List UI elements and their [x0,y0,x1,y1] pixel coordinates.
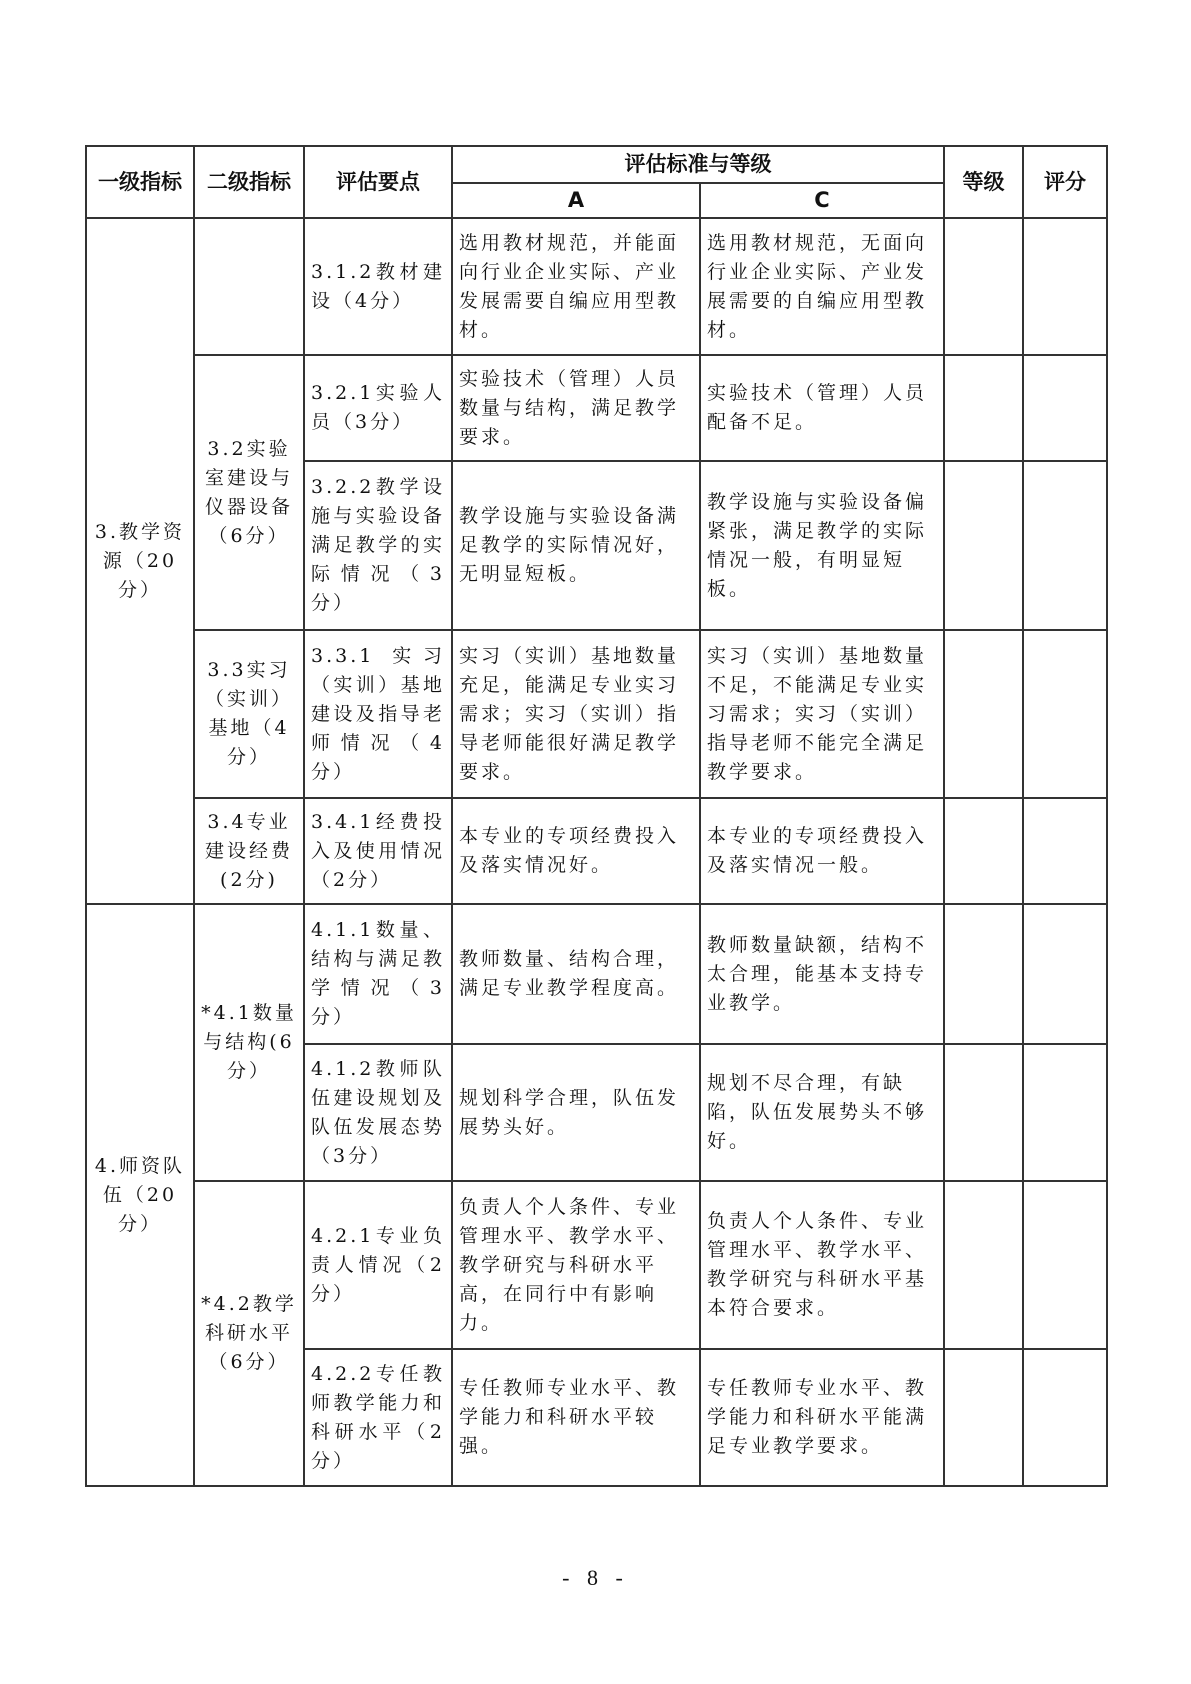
table-row [86,218,1107,355]
grade-input-cell[interactable] [944,1044,1023,1181]
table-row [86,798,1107,904]
level2-cell: 3.3实习（实训）基地（4分） [194,630,304,798]
grade-c-cell: 专任教师专业水平、教学能力和科研水平能满足专业教学要求。 [700,1349,944,1486]
point-cell: 4.2.1专业负责人情况（2分） [304,1181,452,1349]
level2-cell: *4.1数量与结构(6分） [194,904,304,1181]
score-input-cell[interactable] [1023,1349,1107,1486]
grade-a-cell: 负责人个人条件、专业管理水平、教学水平、教学研究与科研水平高，在同行中有影响力。 [452,1181,700,1349]
point-cell: 4.1.1数量、结构与满足教学情况（3分） [304,904,452,1044]
grade-c-cell: 本专业的专项经费投入及落实情况一般。 [700,798,944,904]
score-input-cell[interactable] [1023,218,1107,355]
grade-input-cell[interactable] [944,904,1023,1044]
grade-input-cell[interactable] [944,461,1023,630]
score-input-cell[interactable] [1023,798,1107,904]
page-number: - 8 - [562,1565,629,1590]
grade-c-cell: 教学设施与实验设备偏紧张，满足教学的实际情况一般，有明显短板。 [700,461,944,630]
level1-cell: 4.师资队伍（20分） [86,904,194,1486]
level2-cell [194,218,304,355]
grade-a-cell: 专任教师专业水平、教学能力和科研水平较强。 [452,1349,700,1486]
header-grade-c: C [700,183,944,218]
grade-c-cell: 实验技术（管理）人员配备不足。 [700,355,944,461]
grade-a-cell: 规划科学合理，队伍发展势头好。 [452,1044,700,1181]
score-input-cell[interactable] [1023,355,1107,461]
point-cell: 3.4.1经费投入及使用情况（2分） [304,798,452,904]
grade-c-cell: 教师数量缺额，结构不太合理，能基本支持专业教学。 [700,904,944,1044]
point-cell: 3.3.1 实习（实训）基地建设及指导老师情况（4分） [304,630,452,798]
grade-a-cell: 选用教材规范，并能面向行业企业实际、产业发展需要自编应用型教材。 [452,218,700,355]
level2-cell: 3.2实验室建设与仪器设备（6分） [194,355,304,630]
grade-input-cell[interactable] [944,218,1023,355]
grade-input-cell[interactable] [944,630,1023,798]
grade-a-cell: 教学设施与实验设备满足教学的实际情况好，无明显短板。 [452,461,700,630]
grade-input-cell[interactable] [944,1181,1023,1349]
header-grade: 等级 [944,146,1023,218]
table-row [86,630,1107,798]
header-standards: 评估标准与等级 [452,146,944,183]
evaluation-table [85,145,1108,1487]
point-cell: 4.1.2教师队伍建设规划及队伍发展态势（3分） [304,1044,452,1181]
level1-cell: 3.教学资源（20分） [86,218,194,904]
grade-c-cell: 实习（实训）基地数量不足，不能满足专业实习需求；实习（实训）指导老师不能完全满足教学要求。 [700,630,944,798]
table-row [86,355,1107,461]
grade-a-cell: 本专业的专项经费投入及落实情况好。 [452,798,700,904]
score-input-cell[interactable] [1023,904,1107,1044]
header-score: 评分 [1023,146,1107,218]
header-points: 评估要点 [304,146,452,218]
grade-input-cell[interactable] [944,1349,1023,1486]
score-input-cell[interactable] [1023,630,1107,798]
grade-c-cell: 规划不尽合理，有缺陷，队伍发展势头不够好。 [700,1044,944,1181]
score-input-cell[interactable] [1023,1044,1107,1181]
header-level2: 二级指标 [194,146,304,218]
grade-a-cell: 实验技术（管理）人员数量与结构，满足教学要求。 [452,355,700,461]
level2-cell: *4.2教学科研水平（6分） [194,1181,304,1486]
header-grade-a: A [452,183,700,218]
table-row [86,1181,1107,1349]
point-cell: 4.2.2专任教师教学能力和科研水平（2分） [304,1349,452,1486]
grade-a-cell: 实习（实训）基地数量充足，能满足专业实习需求；实习（实训）指导老师能很好满足教学要求。 [452,630,700,798]
grade-input-cell[interactable] [944,798,1023,904]
header-level1: 一级指标 [86,146,194,218]
point-cell: 3.2.2教学设施与实验设备满足教学的实际情况（3分） [304,461,452,630]
table-row [86,904,1107,1044]
grade-c-cell: 选用教材规范，无面向行业企业实际、产业发展需要的自编应用型教材。 [700,218,944,355]
score-input-cell[interactable] [1023,1181,1107,1349]
grade-input-cell[interactable] [944,355,1023,461]
point-cell: 3.1.2教材建设（4分） [304,218,452,355]
grade-c-cell: 负责人个人条件、专业管理水平、教学水平、教学研究与科研水平基本符合要求。 [700,1181,944,1349]
score-input-cell[interactable] [1023,461,1107,630]
level2-cell: 3.4专业建设经费(2分) [194,798,304,904]
grade-a-cell: 教师数量、结构合理，满足专业教学程度高。 [452,904,700,1044]
point-cell: 3.2.1实验人员（3分） [304,355,452,461]
